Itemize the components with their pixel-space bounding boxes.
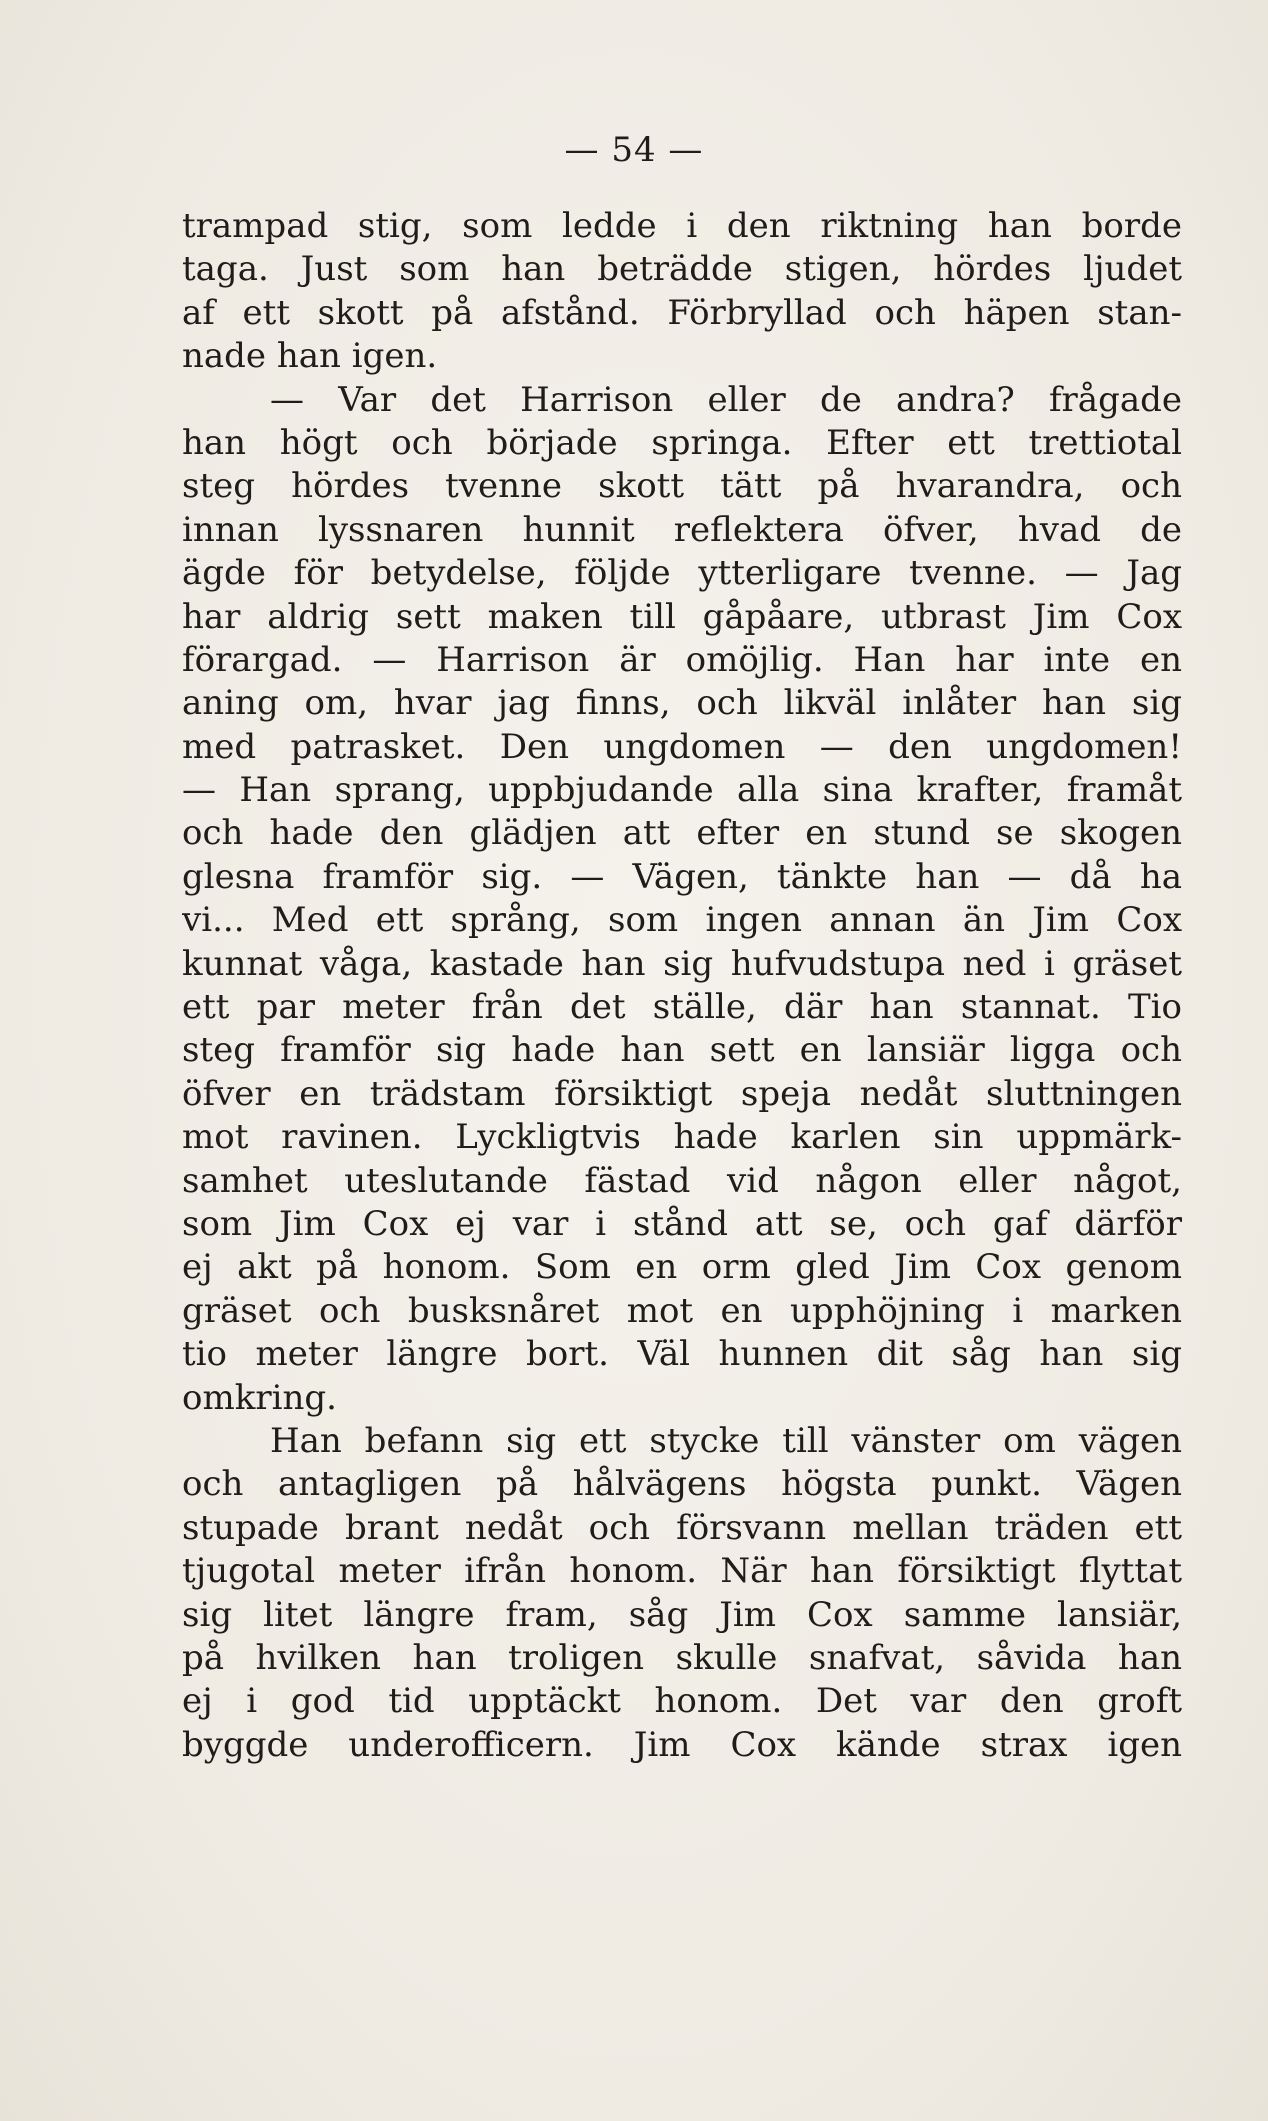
text-line: ett par meter från det ställe, där han stannat. Tio xyxy=(182,987,1182,1028)
text-line: sig litet längre fram, såg Jim Cox samme lansiär, xyxy=(182,1594,1182,1635)
text-line: af ett skott på afstånd. Förbryllad och häpen stan- xyxy=(182,292,1182,333)
text-line: steg framför sig hade han sett en lansiär ligga och xyxy=(182,1030,1182,1071)
text-line: aning om, hvar jag finns, och likväl inlåter han sig xyxy=(182,683,1182,724)
text-line: på hvilken han troligen skulle snafvat, såvida han xyxy=(182,1637,1182,1678)
text-line: omkring. xyxy=(182,1377,337,1418)
text-line: öfver en trädstam försiktigt speja nedåt sluttningen xyxy=(182,1073,1182,1114)
text-line: — Var det Harrison eller de andra? frågade xyxy=(270,379,1182,420)
text-line: vi... Med ett språng, som ingen annan än Jim Cox xyxy=(182,900,1182,941)
text-line: tio meter längre bort. Väl hunnen dit såg han sig xyxy=(182,1334,1182,1375)
text-line: han högt och började springa. Efter ett trettiotal xyxy=(182,422,1182,463)
text-line: nade han igen. xyxy=(182,336,438,377)
text-line: med patrasket. Den ungdomen — den ungdomen! xyxy=(182,726,1182,767)
text-line: tjugotal meter ifrån honom. När han försiktigt flyttat xyxy=(182,1551,1182,1592)
text-line: och hade den glädjen att efter en stund se skogen xyxy=(182,813,1182,854)
text-line: ägde för betydelse, följde ytterligare tvenne. — Jag xyxy=(182,553,1182,594)
text-line: mot ravinen. Lyckligtvis hade karlen sin uppmärk- xyxy=(182,1117,1182,1158)
text-line: trampad stig, som ledde i den riktning han borde xyxy=(182,206,1182,246)
text-line: gräset och busksnåret mot en upphöjning i marken xyxy=(182,1290,1182,1331)
text-line: kunnat våga, kastade han sig hufvudstupa ned i gräset xyxy=(182,943,1182,984)
text-line: steg hördes tvenne skott tätt på hvarandra, och xyxy=(182,466,1182,507)
text-line: — Han sprang, uppbjudande alla sina krafter, framåt xyxy=(182,770,1182,811)
text-line: Han befann sig ett stycke till vänster om vägen xyxy=(270,1420,1182,1461)
text-line: taga. Just som han beträdde stigen, hördes ljudet xyxy=(182,249,1182,290)
text-line: ej i god tid upptäckt honom. Det var den groft xyxy=(182,1681,1182,1722)
page-number: — 54 — xyxy=(564,130,704,170)
body-text xyxy=(182,205,1182,1767)
text-line: byggde underofficern. Jim Cox kände strax igen xyxy=(182,1724,1182,1765)
text-line: stupade brant nedåt och försvann mellan träden ett xyxy=(182,1507,1182,1548)
text-line: glesna framför sig. — Vägen, tänkte han — då ha xyxy=(182,856,1182,897)
text-line: som Jim Cox ej var i stånd att se, och gaf därför xyxy=(182,1203,1182,1244)
text-line: samhet uteslutande fästad vid någon eller något, xyxy=(182,1160,1182,1201)
text-line: innan lyssnaren hunnit reflektera öfver, hvad de xyxy=(182,509,1182,550)
text-line: förargad. — Harrison är omöjlig. Han har inte en xyxy=(182,639,1182,680)
text-line: ej akt på honom. Som en orm gled Jim Cox genom xyxy=(182,1247,1182,1288)
text-line: har aldrig sett maken till gåpåare, utbrast Jim Cox xyxy=(182,596,1182,637)
text-line: och antagligen på hålvägens högsta punkt. Vägen xyxy=(182,1464,1182,1505)
